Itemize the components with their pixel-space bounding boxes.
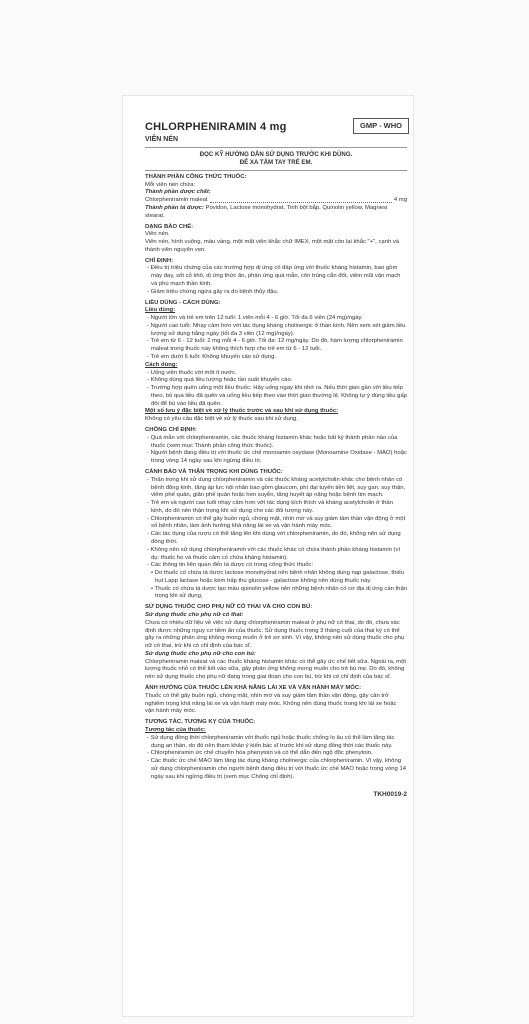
leaflet-paper <box>123 96 413 1016</box>
contraindication-item: - Quá mẫn với chlorpheniramin, các thuốc kháng histamin khác hoặc bất kỳ thành phần nào của thuốc (xem mục Thành phần công thức thuốc). <box>147 434 398 449</box>
last-interaction-block <box>145 758 407 798</box>
form-description: Viên nén, hình vuông, màu vàng, một mặt viên khắc chữ IMEX, một mặt còn lại khắc "+", cạnh và thành viên nguyên vẹn. <box>145 239 400 253</box>
section-composition-heading: THÀNH PHẦN CÔNG THỨC THUỐC: <box>145 173 247 180</box>
active-ingredient-name: Chlorpheniramin maleat <box>145 197 208 204</box>
breastfeeding-text: Chlorpheniramin maleat và các thuốc kháng histamin khác có thể gây ức chế tiết sữa. Ngoài ra, một lượng thuốc nhỏ có thể tiết vào sữa, gây phản ứng không mong muốn cho trẻ bú mẹ. Do đó, không nên sử dụng thuốc cho phụ nữ đang trong giai đoạn cho con bú, trừ khi có chỉ định của bác sĩ. <box>145 658 406 681</box>
warning-item: - Các tác dụng của rượu có thể tăng lên khi dùng với chlorpheniramin, do đó, không nên sử dụng đồng thời. <box>147 531 401 545</box>
section-contraindication-heading: CHỐNG CHỈ ĐỊNH: <box>145 427 197 434</box>
warning-item: - Không nên sử dụng chlorpheniramin với các thuốc khác có chứa thành phần kháng histamin (ví dụ: thuốc ho và thuốc cảm có chứa kháng histamin). <box>147 546 401 561</box>
dosage-item: - Người lớn và trẻ em trên 12 tuổi: 1 viên mỗi 4 - 6 giờ. Tối đa 6 viên (24 mg)/ngày. <box>147 315 363 322</box>
handling-note: Không có yêu cầu đặc biệt về xử lý thuốc sau khi sử dụng. <box>145 416 298 423</box>
product-title: CHLORPHENIRAMIN 4 mg <box>145 121 287 133</box>
leaflet-header <box>145 120 407 144</box>
section-indication-heading: CHỈ ĐỊNH: <box>145 257 174 264</box>
dotted-leader <box>210 197 392 203</box>
dosage-item: - Người cao tuổi: Nhạy cảm hơn với tác dụng kháng cholinergic ở thần kinh. Nên xem xét giảm liều lượng sử dụng hằng ngày (tối đa 3 viên (12 mg)/ngày). <box>147 322 406 337</box>
document-code: TKH0019-2 <box>373 790 407 798</box>
breastfeeding-subheading: Sử dụng thuốc cho phụ nữ cho con bú: <box>145 650 256 657</box>
interaction-item: - Chlorpheniramin ức chế chuyển hóa phenytoin và có thể dẫn đến ngộ độc phenytoin. <box>147 750 373 757</box>
section-warnings-heading: CẢNH BÁO VÀ THẬN TRỌNG KHI DÙNG THUỐC: <box>145 468 283 475</box>
contraindication-item: - Người bệnh đang điều trị với thuốc ức chế monoamin oxydase (Monoamine Oxidase - MAO) hoặc trong vòng 14 ngày sau khi ngừng điều trị. <box>147 450 407 465</box>
warning-read: ĐỌC KỸ HƯỚNG DẪN SỬ DỤNG TRƯỚC KHI DÙNG. <box>199 150 353 158</box>
interaction-item: - Sử dụng đồng thời chlorpheniramin với thuốc ngủ hoặc thuốc chống lo âu có thể làm tăng tác dụng an thần, do đó nên tham khảo ý kiến bác sĩ trước khi sử dụng đồng thời các thuốc này. <box>147 734 395 749</box>
indication-item: - Điều trị triệu chứng của các trường hợp dị ứng có đáp ứng với thuốc kháng histamin, bao gồm mày đay, sốt cỏ khô, dị ứng thức ăn, phản ứng quá mẫn, côn trùng cắn đốt, viêm mũi vận mạch và phù mạch thần kinh. <box>147 265 401 287</box>
dosage-item: - Trẻ em dưới 6 tuổi: Không khuyến cáo sử dụng. <box>147 354 276 360</box>
divider <box>145 170 407 171</box>
interactions-subheading: Tương tác của thuốc: <box>145 726 206 733</box>
indication-item: - Giảm triệu chứng ngứa gây ra do bệnh thủy đậu. <box>147 288 279 295</box>
section-pregnancy-heading: SỬ DỤNG THUỐC CHO PHỤ NỮ CÓ THAI VÀ CHO CON BÚ: <box>145 604 313 611</box>
dosage-item: - Trẻ em từ 6 - 12 tuổi: 2 mg mỗi 4 - 6 giờ. Tối đa: 12 mg/ngày. Do đó, hàm lượng chlorpheniramin maleat trong thuốc này không thích hợp cho trẻ em từ 6 - 12 tuổi. <box>147 338 403 353</box>
warning-item: - Chlorpheniramin có thể gây buồn ngủ, chóng mặt, nhìn mờ và suy giảm tâm thần vận động ở một số bệnh nhân, làm ảnh hưởng khả năng lái xe và vận hành máy móc. <box>147 515 406 530</box>
dosage-subheading: Liều dùng: <box>145 307 176 314</box>
driving-text: Thuốc có thể gây buồn ngủ, chóng mặt, nhìn mờ và suy giảm tâm thần vận động, gây cản trở nghiêm trọng khả năng lái xe và vận hành máy móc. Không nên dùng thuốc trong khi lái xe hoặc vận hành máy móc. <box>145 692 397 715</box>
usage-item: - Không dùng quá liều lượng hoặc tần suất khuyến cáo. <box>147 377 293 384</box>
composition-active-row <box>145 197 407 205</box>
composition-per: Mỗi viên nén chứa: <box>145 181 196 188</box>
pregnancy-text: Chưa có nhiều dữ liệu về việc sử dụng chlorpheniramin maleat ở phụ nữ có thai, do đó, chưa xác định được những nguy cơ tiềm ẩn của thuốc. Sử dụng thuốc trong 3 tháng cuối của thai kỳ có thể gây ra những phản ứng không mong muốn ở trẻ sơ sinh. Vì vậy, không nên sử dụng thuốc cho phụ nữ có thai, trừ khi có chỉ định của bác sĩ. <box>145 619 405 650</box>
section-form-heading: DẠNG BÀO CHẾ: <box>145 223 194 230</box>
excipient-warning-item: • Do thuốc có chứa tá dược lactose monohydrat nên bệnh nhân không dung nạp galactose, thiếu hụt Lapp lactase hoặc kém hấp thu glucose - galactose không nên dùng thuốc này. <box>151 570 405 584</box>
handling-note-label: Một số lưu ý đặc biệt về xử lý thuốc trước và sau khi sử dụng thuốc: <box>145 408 339 415</box>
composition-active-label: Thành phần dược chất: <box>145 189 211 196</box>
composition-excipients: Thành phần tá dược: Povidon, Lactose monohydrat, Tinh bột bắp, Quinolin yellow, Magnesi stearat. <box>145 204 388 219</box>
active-ingredient-dose: 4 mg <box>393 197 407 204</box>
form-line: Viên nén. <box>145 231 170 238</box>
excipient-warning-item: • Thuốc có chứa tá dược tạo màu quinolin yellow nên những bệnh nhân có cơ địa dị ứng cần thận trọng khi sử dụng. <box>151 585 408 600</box>
usage-subheading: Cách dùng: <box>145 361 178 368</box>
interaction-item: - Các thuốc ức chế MAO làm tăng tác dụng kháng cholinergic của chlorpheniramin. Vì vậy, không sử dụng chlorpheniramin cho người bệnh đang điều trị với thuốc ức chế MAO hoặc trong vòng 14 ngày sau khi ngừng điều trị (xem mục Chống chỉ định). <box>147 758 407 780</box>
warning-children: ĐỂ XA TẦM TAY TRẺ EM. <box>239 158 313 166</box>
warning-item: - Trẻ em và người cao tuổi nhạy cảm hơn với tác dụng kích thích và kháng acetylcholin ở thần kinh, do đó nên thận trọng khi sử dụng cho các đối tượng này. <box>147 500 393 514</box>
warning-item: - Thận trọng khi sử dụng chlorpheniramin và các thuốc kháng acetylcholin khác cho bệnh nhân có bệnh động kinh, tăng áp lực nội nhãn bao gồm glaucom, phì đại tuyến tiền liệt, suy gan, suy thận, viêm phế quản, giãn phế quản hoặc hen suyễn, tăng huyết áp nặng hoặc bệnh tim mạch. <box>147 476 406 499</box>
leaflet-content <box>145 120 408 798</box>
usage-item: - Trường hợp quên uống một liều thuốc: Hãy uống ngay khi nhớ ra. Nếu thời gian gần với liều tiếp theo, bỏ qua liều đã quên và uống liều tiếp theo vào thời gian thường lệ. Không tự ý dùng liều gấp đôi để bù vào liều đã quên. <box>147 385 408 407</box>
warning-item: - Các thông tin liên quan đến tá dược có trong công thức thuốc: <box>147 562 313 569</box>
section-driving-heading: ẢNH HƯỞNG CỦA THUỐC LÊN KHẢ NĂNG LÁI XE VÀ VẬN HÀNH MÁY MÓC: <box>145 685 362 692</box>
divider <box>145 147 407 148</box>
usage-item: - Uống viên thuốc với một ít nước. <box>147 369 237 376</box>
gmp-who-badge: GMP - WHO <box>353 118 409 134</box>
product-form-subtitle: VIÊN NÉN <box>145 135 179 143</box>
pregnancy-subheading: Sử dụng thuốc cho phụ nữ có thai: <box>145 612 244 618</box>
section-interactions-heading: TƯƠNG TÁC, TƯƠNG KỴ CỦA THUỐC: <box>145 719 256 726</box>
section-dosage-heading: LIỀU DÙNG - CÁCH DÙNG: <box>145 299 221 306</box>
